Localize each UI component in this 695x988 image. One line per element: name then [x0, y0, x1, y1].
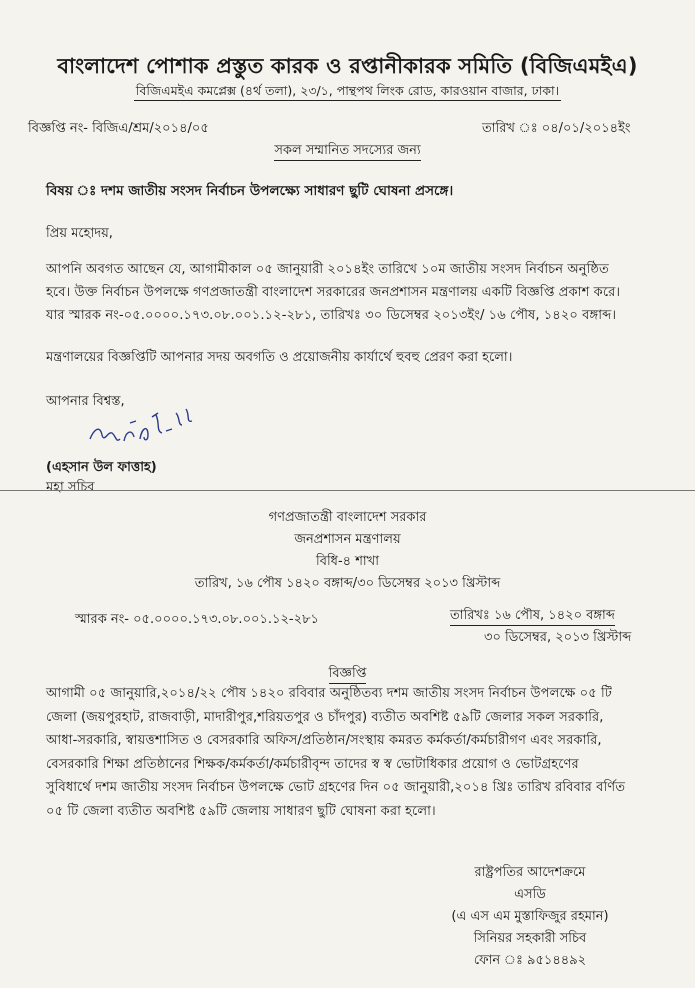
officer-title: সিনিয়র সহকারী সচিব: [473, 931, 587, 946]
notice-line: আগামী ০৫ জানুয়ারি,২০১৪/২২ পৌষ ১৪২০ রবিবার অনুষ্ঠিতব্য দশম জাতীয় সংসদ নির্বাচন উপলক্ষে ০৫ টি: [46, 686, 612, 701]
notice-line: সুবিধার্থে দশম জাতীয় সংসদ নির্বাচন উপলক্ষে ভোট গ্রহণের দিন ০৫ জানুয়ারী,২০১৪ খ্রিঃ তারিখ রবিবার বর্ণিত: [46, 780, 626, 795]
body-line: হবে। উক্ত নির্বাচন উপলক্ষে গণপ্রজাতন্ত্রী বাংলাদেশ সরকারের জনপ্রশাসন মন্ত্রণালয় একটি বিজ্ঞপ্তি প্রকাশ করে।: [46, 285, 621, 300]
officer-phone: ফোন ঃ ৯৫১৪৪৯২: [473, 953, 587, 968]
notice-body: [46, 682, 661, 823]
signer-name: (এহসান উল ফাত্তাহ): [46, 460, 157, 475]
recipients-text: সকল সম্মানিত সদস্যের জন্য: [274, 143, 420, 161]
gov-date: তারিখ, ১৬ পৌষ ১৪২০ বঙ্গাব্দ/৩০ ডিসেম্বর ২০১৩ খ্রিস্টাব্দ: [194, 576, 501, 591]
organization-title: বাংলাদেশ পোশাক প্রস্তুত কারক ও রপ্তানীকারক সমিতি (বিজিএমইএ): [57, 54, 638, 78]
organization-address: [0, 83, 695, 103]
address-text: বিজিএমইএ কমপ্লেক্স (৪র্থ তলা), ২৩/১, পান্থপথ লিংক রোড, কারওয়ান বাজার, ঢাকা।: [134, 83, 561, 101]
memo-number: স্মারক নং- ০৫.০০০০.১৭৩.০৮.০০১.১২-২৮১: [75, 612, 319, 627]
subject-line: বিষয় ঃ দশম জাতীয় সংসদ নির্বাচন উপলক্ষ্যে সাধারণ ছুটি ঘোষনা প্রসঙ্গে।: [46, 183, 454, 199]
body-line: যার স্মারক নং-০৫.০০০০.১৭৩.০৮.০০১.১২-২৮১, তারিখঃ ৩০ ডিসেম্বর ২০১৩ইং/ ১৬ পৌষ, ১৪২০ বঙ্গাব্দ।: [46, 308, 617, 323]
signature-icon: [86, 395, 206, 450]
closing-line: আপনার বিশ্বস্ত,: [46, 394, 125, 409]
notice-heading-text: বিজ্ঞপ্তি: [329, 666, 367, 684]
ministry-name: জনপ্রশাসন মন্ত্রণালয়: [294, 532, 401, 547]
section-divider: [0, 490, 695, 491]
signed-mark: এসডি: [514, 887, 546, 902]
reference-number: বিজ্ঞপ্তি নং- বিজিএ/শ্রম/২০১৪/০৫: [28, 121, 209, 136]
notice-line: জেলা (জয়পুরহাট, রাজবাড়ী, মাদারীপুর,শরিয়তপুর ও চাঁদপুর) ব্যতীত অবশিষ্ট ৫৯টি জেলার সকল সরকারি,: [46, 709, 604, 725]
gov-name: গণপ্রজাতন্ত্রী বাংলাদেশ সরকার: [268, 510, 427, 525]
salutation: প্রিয় মহোদয়,: [46, 226, 113, 241]
notice-line: আধা-সরকারি, স্বায়ত্তশাসিত ও বেসরকারি অফিস/প্রতিষ্ঠান/সংস্থায় কমরত কর্মকর্তা/কর্মচারীগণ এবং সরকারি,: [46, 733, 602, 748]
notice-line: ০৫ টি জেলা ব্যতীত অবশিষ্ট ৫৯টি জেলায় সাধারণ ছুটি ঘোষনা করা হলো।: [46, 803, 436, 819]
body-paragraph-2: মন্ত্রণালয়ের বিজ্ঞপ্তিটি আপনার সদয় অবগতি ও প্রয়োজনীয় কার্যার্থে হুবহু প্রেরণ করা হলো।: [46, 350, 513, 365]
signer-title: মহা সচিব: [46, 480, 95, 495]
recipients-line: [0, 141, 695, 162]
branch-name: বিধি-৪ শাখা: [316, 554, 379, 569]
body-paragraph: [46, 258, 656, 327]
notice-line: বেসরকারি শিক্ষা প্রতিষ্ঠানের শিক্ষক/কর্মকর্তা/কর্মচারীবৃন্দ তাদের স্ব স্ব ভোটাধিকার প্রয়োগ ও ভোটগ্রহণের: [46, 756, 579, 772]
notice-date: তারিখ ঃ ০৪/০১/২০১৪ইং: [482, 121, 631, 136]
memo-date-bangla-text: তারিখঃ ১৬ পৌষ, ১৪২০ বঙ্গাব্দ: [450, 608, 615, 626]
body-line: আপনি অবগত আছেন যে, আগামীকাল ০৫ জানুয়ারী ২০১৪ইং তারিখে ১০ম জাতীয় সংসদ নির্বাচন অনুষ্ঠিত: [46, 262, 609, 277]
memo-date-bangla: [450, 606, 615, 627]
officer-name: (এ এস এম মুস্তাফিজুর রহমান): [451, 909, 609, 924]
order-line: রাষ্ট্রপতির আদেশক্রমে: [474, 865, 586, 880]
memo-date-gregorian: ৩০ ডিসেম্বর, ২০১৩ খ্রিস্টাব্দ: [484, 630, 632, 645]
